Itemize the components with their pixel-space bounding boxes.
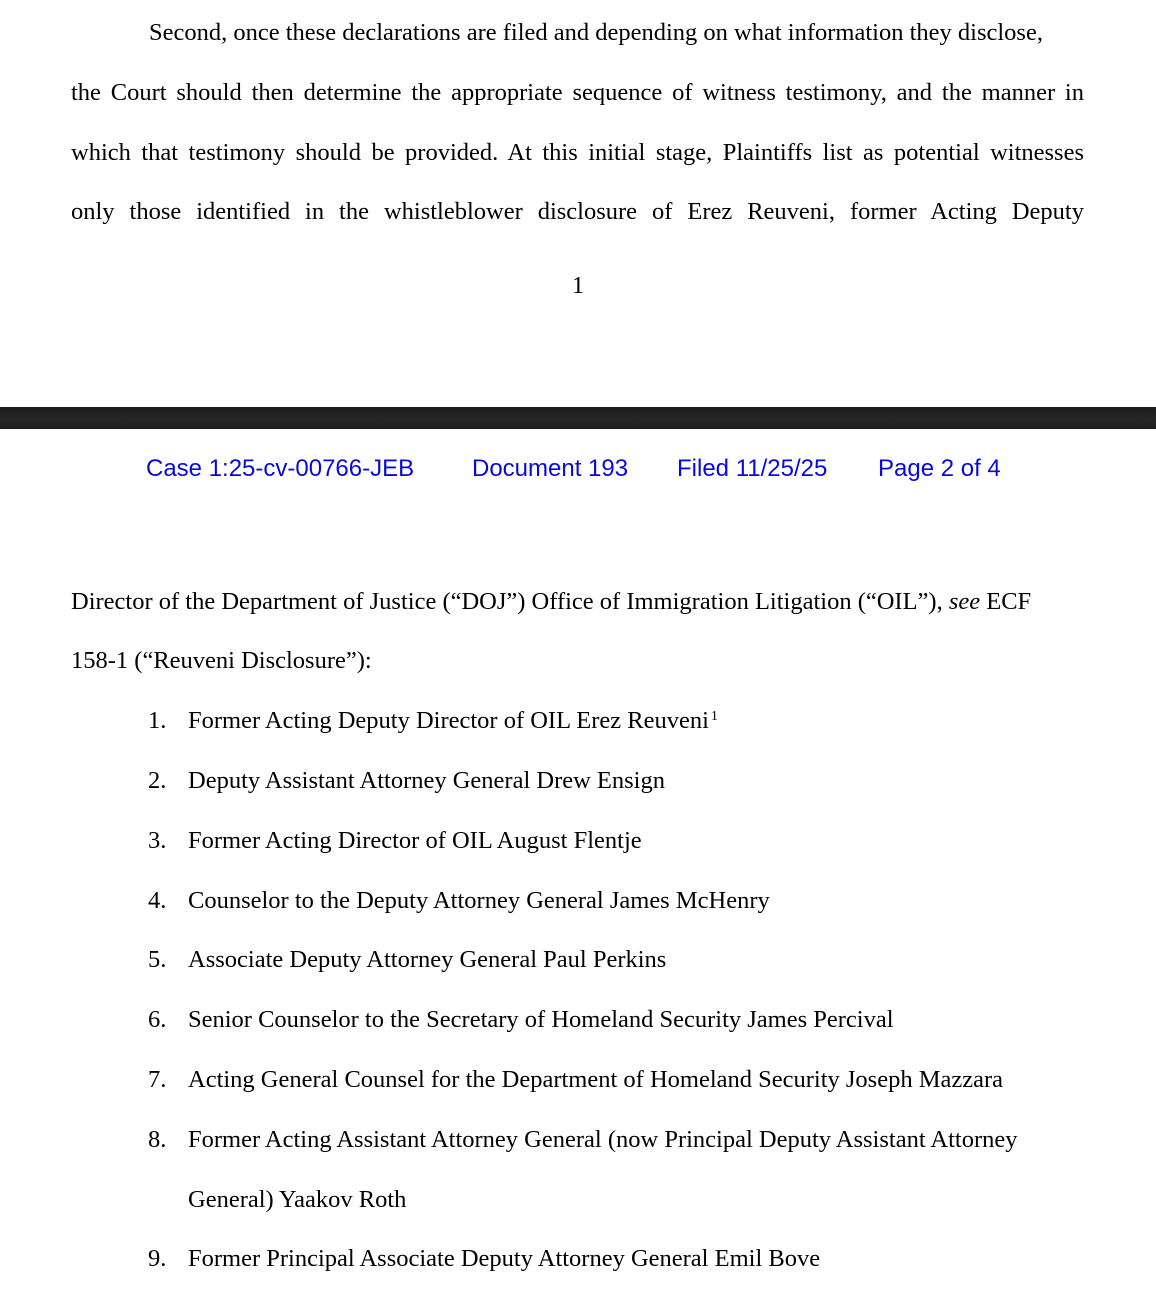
list-text: Deputy Assistant Attorney General Drew Ensign xyxy=(188,767,665,794)
list-number: 1. xyxy=(148,707,167,734)
list-text: Associate Deputy Attorney General Paul Perkins xyxy=(188,946,667,973)
list-number: 4. xyxy=(148,887,167,914)
list-text: Senior Counselor to the Secretary of Homeland Security James Percival xyxy=(188,1006,894,1033)
list-number: 8. xyxy=(148,1126,167,1153)
paragraph-line-4: only those identified in the whistleblower disclosure of Erez Reuveni, former Acting Deputy xyxy=(71,198,1084,225)
case-number: Case 1:25-cv-00766-JEB xyxy=(146,455,415,482)
page-1 xyxy=(0,0,1156,407)
list-number: 7. xyxy=(148,1066,167,1093)
list-text-continuation: General) Yaakov Roth xyxy=(188,1186,407,1213)
paragraph-line-1: Second, once these declarations are filed and depending on what information they disclose, xyxy=(149,19,1043,46)
list-text: Former Acting Assistant Attorney General (now Principal Deputy Assistant Attorney xyxy=(188,1126,1018,1153)
list-text: Counselor to the Deputy Attorney General James McHenry xyxy=(188,887,770,914)
list-text xyxy=(188,706,718,736)
paragraph-line-3: which that testimony should be provided. At this initial stage, Plaintiffs list as potential witnesses xyxy=(71,139,1084,166)
body-line-2: 158-1 (“Reuveni Disclosure”): xyxy=(71,647,372,674)
footnote-marker[interactable]: 1 xyxy=(710,709,718,724)
witness-name: Former Acting Deputy Director of OIL Erez Reuveni xyxy=(188,707,709,734)
list-number: 6. xyxy=(148,1006,167,1033)
body-line-1 xyxy=(71,587,1031,617)
list-text: Acting General Counsel for the Department of Homeland Security Joseph Mazzara xyxy=(188,1066,1004,1093)
list-text: Former Acting Director of OIL August Flentje xyxy=(188,827,642,854)
list-number: 3. xyxy=(148,827,167,854)
see-signal: see xyxy=(948,588,981,615)
page-number: 1 xyxy=(571,272,585,299)
page-indicator: Page 2 of 4 xyxy=(878,455,1001,482)
filed-date: Filed 11/25/25 xyxy=(677,455,828,482)
list-number: 9. xyxy=(148,1245,167,1272)
paragraph-line-2: the Court should then determine the appropriate sequence of witness testimony, and the manner in xyxy=(71,79,1084,106)
page-divider xyxy=(0,407,1156,429)
list-number: 5. xyxy=(148,946,167,973)
document-number: Document 193 xyxy=(472,455,629,482)
list-number: 2. xyxy=(148,767,167,794)
body-line-1-text: Director of the Department of Justice (“DOJ”) Office of Immigration Litigation (“OIL”), xyxy=(71,588,949,615)
list-text: Former Principal Associate Deputy Attorney General Emil Bove xyxy=(188,1245,821,1272)
ecf-reference: ECF xyxy=(980,588,1032,615)
